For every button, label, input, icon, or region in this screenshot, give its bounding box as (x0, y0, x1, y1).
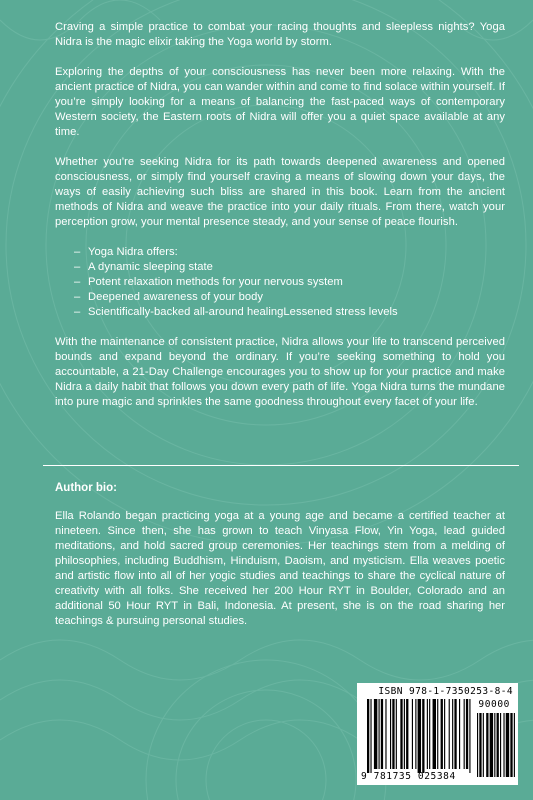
barcode-bar (469, 699, 470, 773)
barcode-bar (429, 699, 430, 769)
barcode-bar (406, 699, 408, 769)
addon-bar (483, 713, 484, 777)
barcode-bar (449, 699, 450, 769)
barcode-bar (441, 699, 443, 769)
list-item-text: Yoga Nidra offers: (88, 246, 178, 258)
list-dash: – (74, 276, 81, 288)
consciousness-paragraph: Exploring the depths of your consciousness has never been more relaxing. With the ancient practice of Nidra, you can wander within and come to find solace within yourself. If you’re simply looking for a means of balancing the fast-paced ways of contemporary Western society, the Eastern roots of Nidra will offer you a quiet space available at any time. (55, 66, 505, 138)
barcode-bar (367, 699, 369, 773)
list-item (74, 305, 505, 320)
closing-paragraph: With the maintenance of consistent practice, Nidra allows your life to transcend perceived bounds and expand beyond the ordinary. If you’re seeking something to hold you accountable, a 21-Day Challenge encourages you to show up for your practice and make Nidra a daily habit that follows you down every path of life. Yoga Nidra turns the mundane into pure magic and sprinkles the same goodness throughout every facet of your life. (55, 336, 505, 408)
ean-digits: 9 781735 025384 (361, 771, 456, 782)
barcode-bar (422, 699, 424, 773)
barcode-bar (392, 699, 394, 769)
barcode-bar (412, 699, 413, 769)
list-item (74, 290, 505, 305)
barcode-bar (452, 699, 453, 769)
barcode-bar (396, 699, 397, 769)
list-dash: – (74, 291, 81, 303)
addon-bar (503, 713, 504, 777)
list-item-text: Scientifically-backed all-around healingLessened stress levels (88, 306, 398, 318)
addon-bar (486, 713, 488, 777)
barcode-bar (444, 699, 445, 769)
addon-bar (510, 713, 512, 777)
list-item (74, 275, 505, 290)
barcode-bar (418, 699, 421, 773)
list-item-text: Deepened awareness of your body (88, 291, 264, 303)
author-bio-heading: Author bio: (55, 482, 117, 494)
barcode-bar (385, 699, 386, 769)
addon-bar (514, 713, 515, 777)
description-block (55, 20, 505, 425)
addon-bar (477, 713, 478, 777)
barcode-bar (466, 699, 468, 769)
barcode-bar (370, 699, 371, 773)
barcode-bar (379, 699, 380, 769)
offers-list (55, 245, 505, 320)
addon-bar (490, 713, 493, 777)
barcode-bar (390, 699, 391, 769)
barcode-bar (374, 699, 377, 769)
barcode-bar (459, 699, 460, 769)
addon-bar (479, 713, 481, 777)
barcode-bar (400, 699, 402, 769)
awareness-paragraph: Whether you’re seeking Nidra for its path towards deepened awareness and opened consciousness, or simply find yourself craving a means of slowing down your days, the ways of easily achieving such bliss are shared in this book. Learn from the ancient methods of Nidra and weave the practice into your daily rituals. From there, watch your perception grow, your mental presence steady, and your sense of peace flourish. (55, 156, 505, 228)
barcode-bar (404, 699, 405, 769)
section-divider (43, 465, 519, 466)
list-dash: – (74, 246, 81, 258)
addon-bar (497, 713, 499, 777)
price-code: 90000 (478, 699, 510, 710)
list-dash: – (74, 306, 81, 318)
addon-bar (494, 713, 495, 777)
isbn-barcode (357, 683, 518, 785)
author-bio-text: Ella Rolando began practicing yoga at a young age and became a certified teacher at nineteen. Since then, she has grown to teach Vinyasa Flow, Yin Yoga, lead guided meditations, and hold sacred group ceremonies. Her teachings stem from a melding of philosophies, including Buddhism, Hinduism, Daoism, and mysticism. Ella weaves poetic and artistic flow into all of her yogic studies and teachings to share the cyclical nature of creativity with all folks. She received her 200 Hour RYT in Boulder, Colorado and an additional 50 Hour RYT in Bali, Indonesia. At present, she is on the road sharing her teachings & pursuing personal studies. (55, 510, 505, 627)
barcode-bar (454, 699, 456, 769)
intro-paragraph: Craving a simple practice to combat your racing thoughts and sleepless nights? Yoga Nidra is the magic elixir taking the Yoga world by storm. (55, 21, 505, 48)
addon-bar (506, 713, 509, 777)
barcode-bar (427, 699, 428, 769)
barcode-bar (464, 699, 465, 769)
list-item (74, 260, 505, 275)
addon-bar (500, 713, 501, 777)
list-item-text: A dynamic sleeping state (88, 261, 213, 273)
barcode-bar (415, 699, 416, 769)
isbn-label: ISBN 978-1-7350253-8-4 (378, 686, 513, 697)
list-item (74, 245, 505, 260)
list-item-text: Potent relaxation methods for your nervous system (88, 276, 343, 288)
barcode-bar (381, 699, 383, 769)
barcode-bar (433, 699, 436, 769)
list-dash: – (74, 261, 81, 273)
barcode-bar (437, 699, 438, 769)
